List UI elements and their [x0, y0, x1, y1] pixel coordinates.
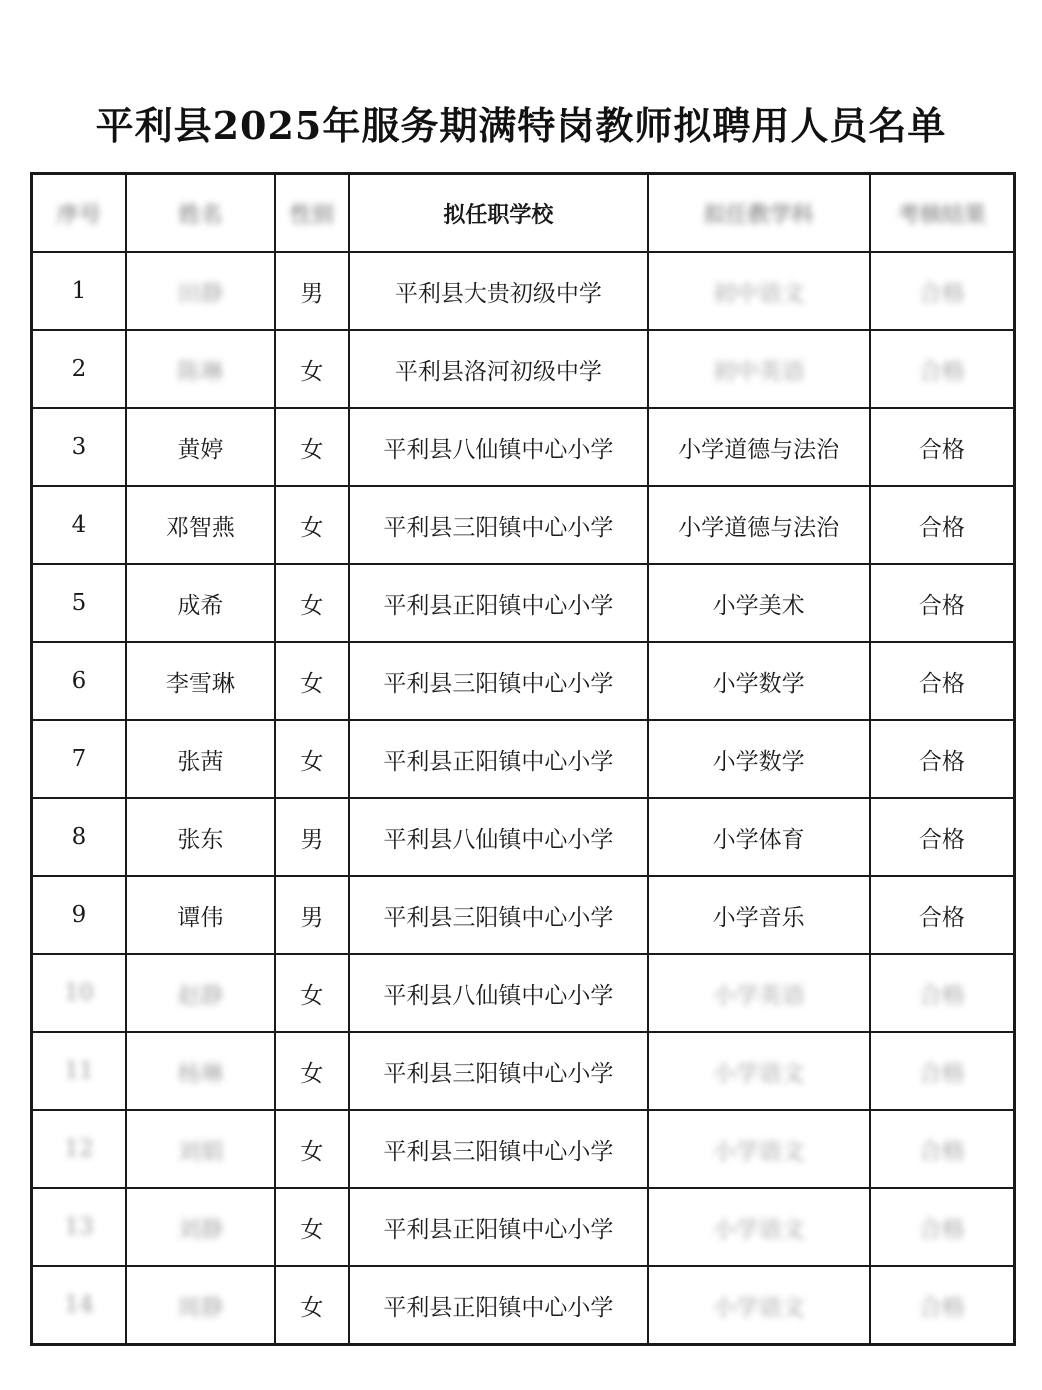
cell-number: 2 — [32, 330, 126, 408]
cell-number: 10 — [32, 954, 126, 1032]
table-row — [32, 1032, 1015, 1110]
table-row — [32, 408, 1015, 486]
cell-school: 平利县大贵初级中学 — [349, 252, 648, 330]
cell-school: 平利县三阳镇中心小学 — [349, 642, 648, 720]
cell-gender: 男 — [275, 252, 349, 330]
cell-name: 张茜 — [126, 720, 275, 798]
cell-name: 黄婷 — [126, 408, 275, 486]
cell-school: 平利县洛河初级中学 — [349, 330, 648, 408]
header-cell: 拟任职学校 — [349, 174, 648, 253]
cell-school: 平利县八仙镇中心小学 — [349, 798, 648, 876]
cell-subject: 小学道德与法治 — [648, 408, 870, 486]
cell-gender: 女 — [275, 1188, 349, 1266]
table-row — [32, 1266, 1015, 1345]
cell-number: 12 — [32, 1110, 126, 1188]
cell-result: 合格 — [870, 798, 1015, 876]
header-cell: 序号 — [32, 174, 126, 253]
cell-number: 11 — [32, 1032, 126, 1110]
cell-gender: 男 — [275, 798, 349, 876]
cell-name: 邓智燕 — [126, 486, 275, 564]
cell-gender: 女 — [275, 330, 349, 408]
cell-school: 平利县正阳镇中心小学 — [349, 1266, 648, 1345]
table-row — [32, 1188, 1015, 1266]
table-body — [32, 252, 1015, 1345]
table-row — [32, 954, 1015, 1032]
cell-subject: 小学体育 — [648, 798, 870, 876]
cell-name: 张东 — [126, 798, 275, 876]
cell-gender: 女 — [275, 408, 349, 486]
table-row — [32, 720, 1015, 798]
cell-subject: 小学语文 — [648, 1188, 870, 1266]
cell-school: 平利县正阳镇中心小学 — [349, 720, 648, 798]
table-row — [32, 486, 1015, 564]
cell-number: 8 — [32, 798, 126, 876]
cell-number: 5 — [32, 564, 126, 642]
cell-school: 平利县正阳镇中心小学 — [349, 564, 648, 642]
table-row — [32, 564, 1015, 642]
table-header-row — [32, 174, 1015, 253]
cell-number: 14 — [32, 1266, 126, 1345]
cell-result: 合格 — [870, 1188, 1015, 1266]
cell-result: 合格 — [870, 486, 1015, 564]
cell-name: 李雪琳 — [126, 642, 275, 720]
cell-result: 合格 — [870, 720, 1015, 798]
cell-name: 周静 — [126, 1266, 275, 1345]
cell-result: 合格 — [870, 1110, 1015, 1188]
cell-name: 杨琳 — [126, 1032, 275, 1110]
cell-result: 合格 — [870, 564, 1015, 642]
cell-name: 刘娟 — [126, 1110, 275, 1188]
table-row — [32, 1110, 1015, 1188]
cell-number: 3 — [32, 408, 126, 486]
cell-name: 赵静 — [126, 954, 275, 1032]
cell-subject: 初中语文 — [648, 252, 870, 330]
cell-result: 合格 — [870, 876, 1015, 954]
cell-subject: 初中英语 — [648, 330, 870, 408]
cell-result: 合格 — [870, 1032, 1015, 1110]
header-cell: 考核结果 — [870, 174, 1015, 253]
table-row — [32, 876, 1015, 954]
cell-number: 7 — [32, 720, 126, 798]
cell-name: 谭伟 — [126, 876, 275, 954]
cell-gender: 女 — [275, 486, 349, 564]
cell-result: 合格 — [870, 252, 1015, 330]
cell-number: 13 — [32, 1188, 126, 1266]
cell-school: 平利县三阳镇中心小学 — [349, 1110, 648, 1188]
cell-school: 平利县三阳镇中心小学 — [349, 486, 648, 564]
roster-table — [30, 172, 1016, 1346]
cell-name: 田静 — [126, 252, 275, 330]
table-row — [32, 642, 1015, 720]
cell-result: 合格 — [870, 1266, 1015, 1345]
cell-subject: 小学道德与法治 — [648, 486, 870, 564]
cell-name: 刘静 — [126, 1188, 275, 1266]
cell-gender: 女 — [275, 1266, 349, 1345]
cell-subject: 小学数学 — [648, 642, 870, 720]
table-row — [32, 330, 1015, 408]
cell-subject: 小学英语 — [648, 954, 870, 1032]
cell-school: 平利县正阳镇中心小学 — [349, 1188, 648, 1266]
cell-result: 合格 — [870, 330, 1015, 408]
cell-subject: 小学数学 — [648, 720, 870, 798]
cell-name: 成希 — [126, 564, 275, 642]
cell-gender: 女 — [275, 1032, 349, 1110]
cell-result: 合格 — [870, 642, 1015, 720]
cell-gender: 女 — [275, 1110, 349, 1188]
cell-school: 平利县八仙镇中心小学 — [349, 954, 648, 1032]
cell-number: 9 — [32, 876, 126, 954]
table-row — [32, 252, 1015, 330]
document-title: 平利县2025年服务期满特岗教师拟聘用人员名单 — [95, 103, 947, 148]
cell-school: 平利县八仙镇中心小学 — [349, 408, 648, 486]
table-row — [32, 798, 1015, 876]
cell-name: 陈琳 — [126, 330, 275, 408]
cell-number: 4 — [32, 486, 126, 564]
cell-gender: 女 — [275, 954, 349, 1032]
cell-school: 平利县三阳镇中心小学 — [349, 876, 648, 954]
cell-gender: 女 — [275, 642, 349, 720]
cell-subject: 小学美术 — [648, 564, 870, 642]
header-cell: 拟任教学科 — [648, 174, 870, 253]
cell-number: 1 — [32, 252, 126, 330]
cell-result: 合格 — [870, 408, 1015, 486]
cell-gender: 女 — [275, 720, 349, 798]
cell-subject: 小学语文 — [648, 1032, 870, 1110]
header-cell: 姓名 — [126, 174, 275, 253]
cell-subject: 小学音乐 — [648, 876, 870, 954]
cell-number: 6 — [32, 642, 126, 720]
cell-school: 平利县三阳镇中心小学 — [349, 1032, 648, 1110]
cell-result: 合格 — [870, 954, 1015, 1032]
cell-gender: 男 — [275, 876, 349, 954]
cell-subject: 小学语文 — [648, 1110, 870, 1188]
cell-subject: 小学语文 — [648, 1266, 870, 1345]
header-cell: 性别 — [275, 174, 349, 253]
cell-gender: 女 — [275, 564, 349, 642]
